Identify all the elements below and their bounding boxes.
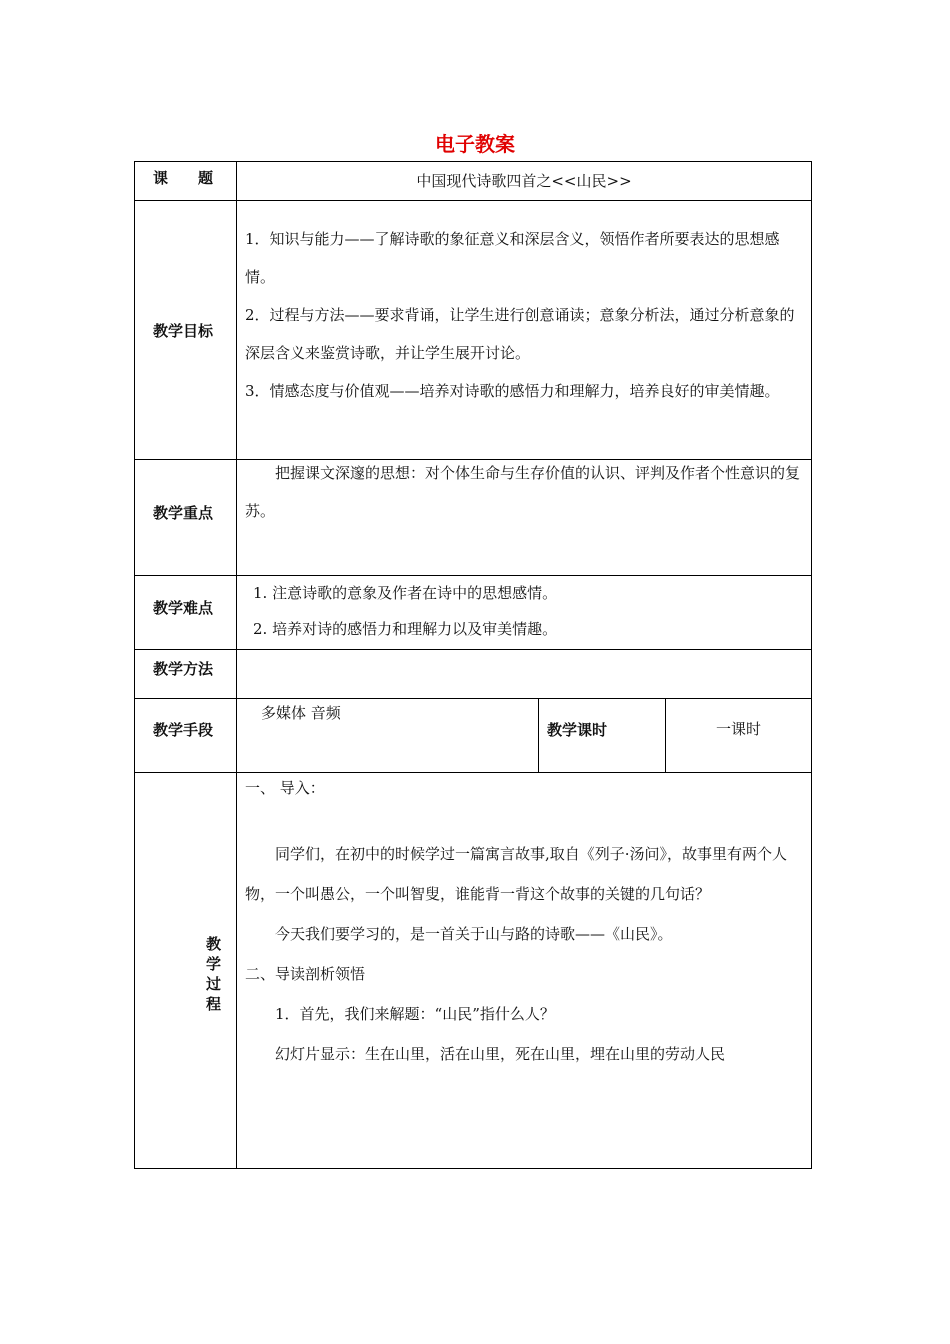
topic-value: 中国现代诗歌四首之<<山民>> — [416, 172, 632, 190]
column-divider — [538, 698, 539, 772]
column-divider — [236, 162, 237, 1168]
objectives-text — [245, 220, 805, 410]
process-text — [245, 768, 805, 1074]
objectives-label: 教学目标 — [153, 322, 214, 340]
process-label-top: 教学 — [206, 935, 222, 973]
difficulty-item: 1. 注意诗歌的意象及作者在诗中的思想感情。 — [253, 584, 558, 602]
objective-item: 2．过程与方法——要求背诵，让学生进行创意诵读；意象分析法，通过分析意象的深层含义来鉴赏诗歌，并让学生展开讨论。 — [245, 306, 795, 362]
process-line: 二、导读剖析领悟 — [245, 965, 366, 983]
difficulties-label: 教学难点 — [153, 599, 214, 617]
difficulty-item: 2. 培养对诗的感悟力和理解力以及审美情趣。 — [253, 620, 558, 638]
process-line: 今天我们要学习的，是一首关于山与路的诗歌——《山民》。 — [275, 925, 673, 943]
document-title: 电子教案 — [435, 132, 515, 156]
process-line: 同学们，在初中的时候学过一篇寓言故事,取自《列子·汤问》，故事里有两个人物，一个叫愚公，一个叫智叟，谁能背一背这个故事的关键的几句话？ — [245, 845, 788, 903]
class-hours-value: 一课时 — [715, 720, 761, 738]
lesson-plan-table — [134, 161, 812, 1169]
process-label-bottom: 过程 — [206, 975, 222, 1013]
means-value: 多媒体 音频 — [261, 704, 341, 722]
key-points-text — [245, 454, 805, 530]
objective-item: 3．情感态度与价值观——培养对诗歌的感悟力和理解力，培养良好的审美情趣。 — [245, 382, 780, 400]
key-points-label: 教学重点 — [153, 504, 214, 522]
process-line: 幻灯片显示：生在山里，活在山里，死在山里，埋在山里的劳动人民 — [275, 1045, 726, 1063]
process-line: 1．首先，我们来解题：“山民”指什么人？ — [275, 1005, 555, 1023]
difficulties-text — [253, 575, 805, 647]
method-label: 教学方法 — [153, 660, 214, 678]
key-points-paragraph: 把握课文深邃的思想：对个体生命与生存价值的认识、评判及作者个性意识的复苏。 — [245, 464, 801, 520]
objective-item: 1．知识与能力——了解诗歌的象征意义和深层含义，领悟作者所要表达的思想感情。 — [245, 230, 780, 286]
class-hours-label: 教学课时 — [547, 721, 608, 739]
means-label: 教学手段 — [153, 721, 214, 739]
process-line: 一、 导入： — [245, 779, 325, 797]
topic-label: 课 题 — [153, 169, 214, 187]
